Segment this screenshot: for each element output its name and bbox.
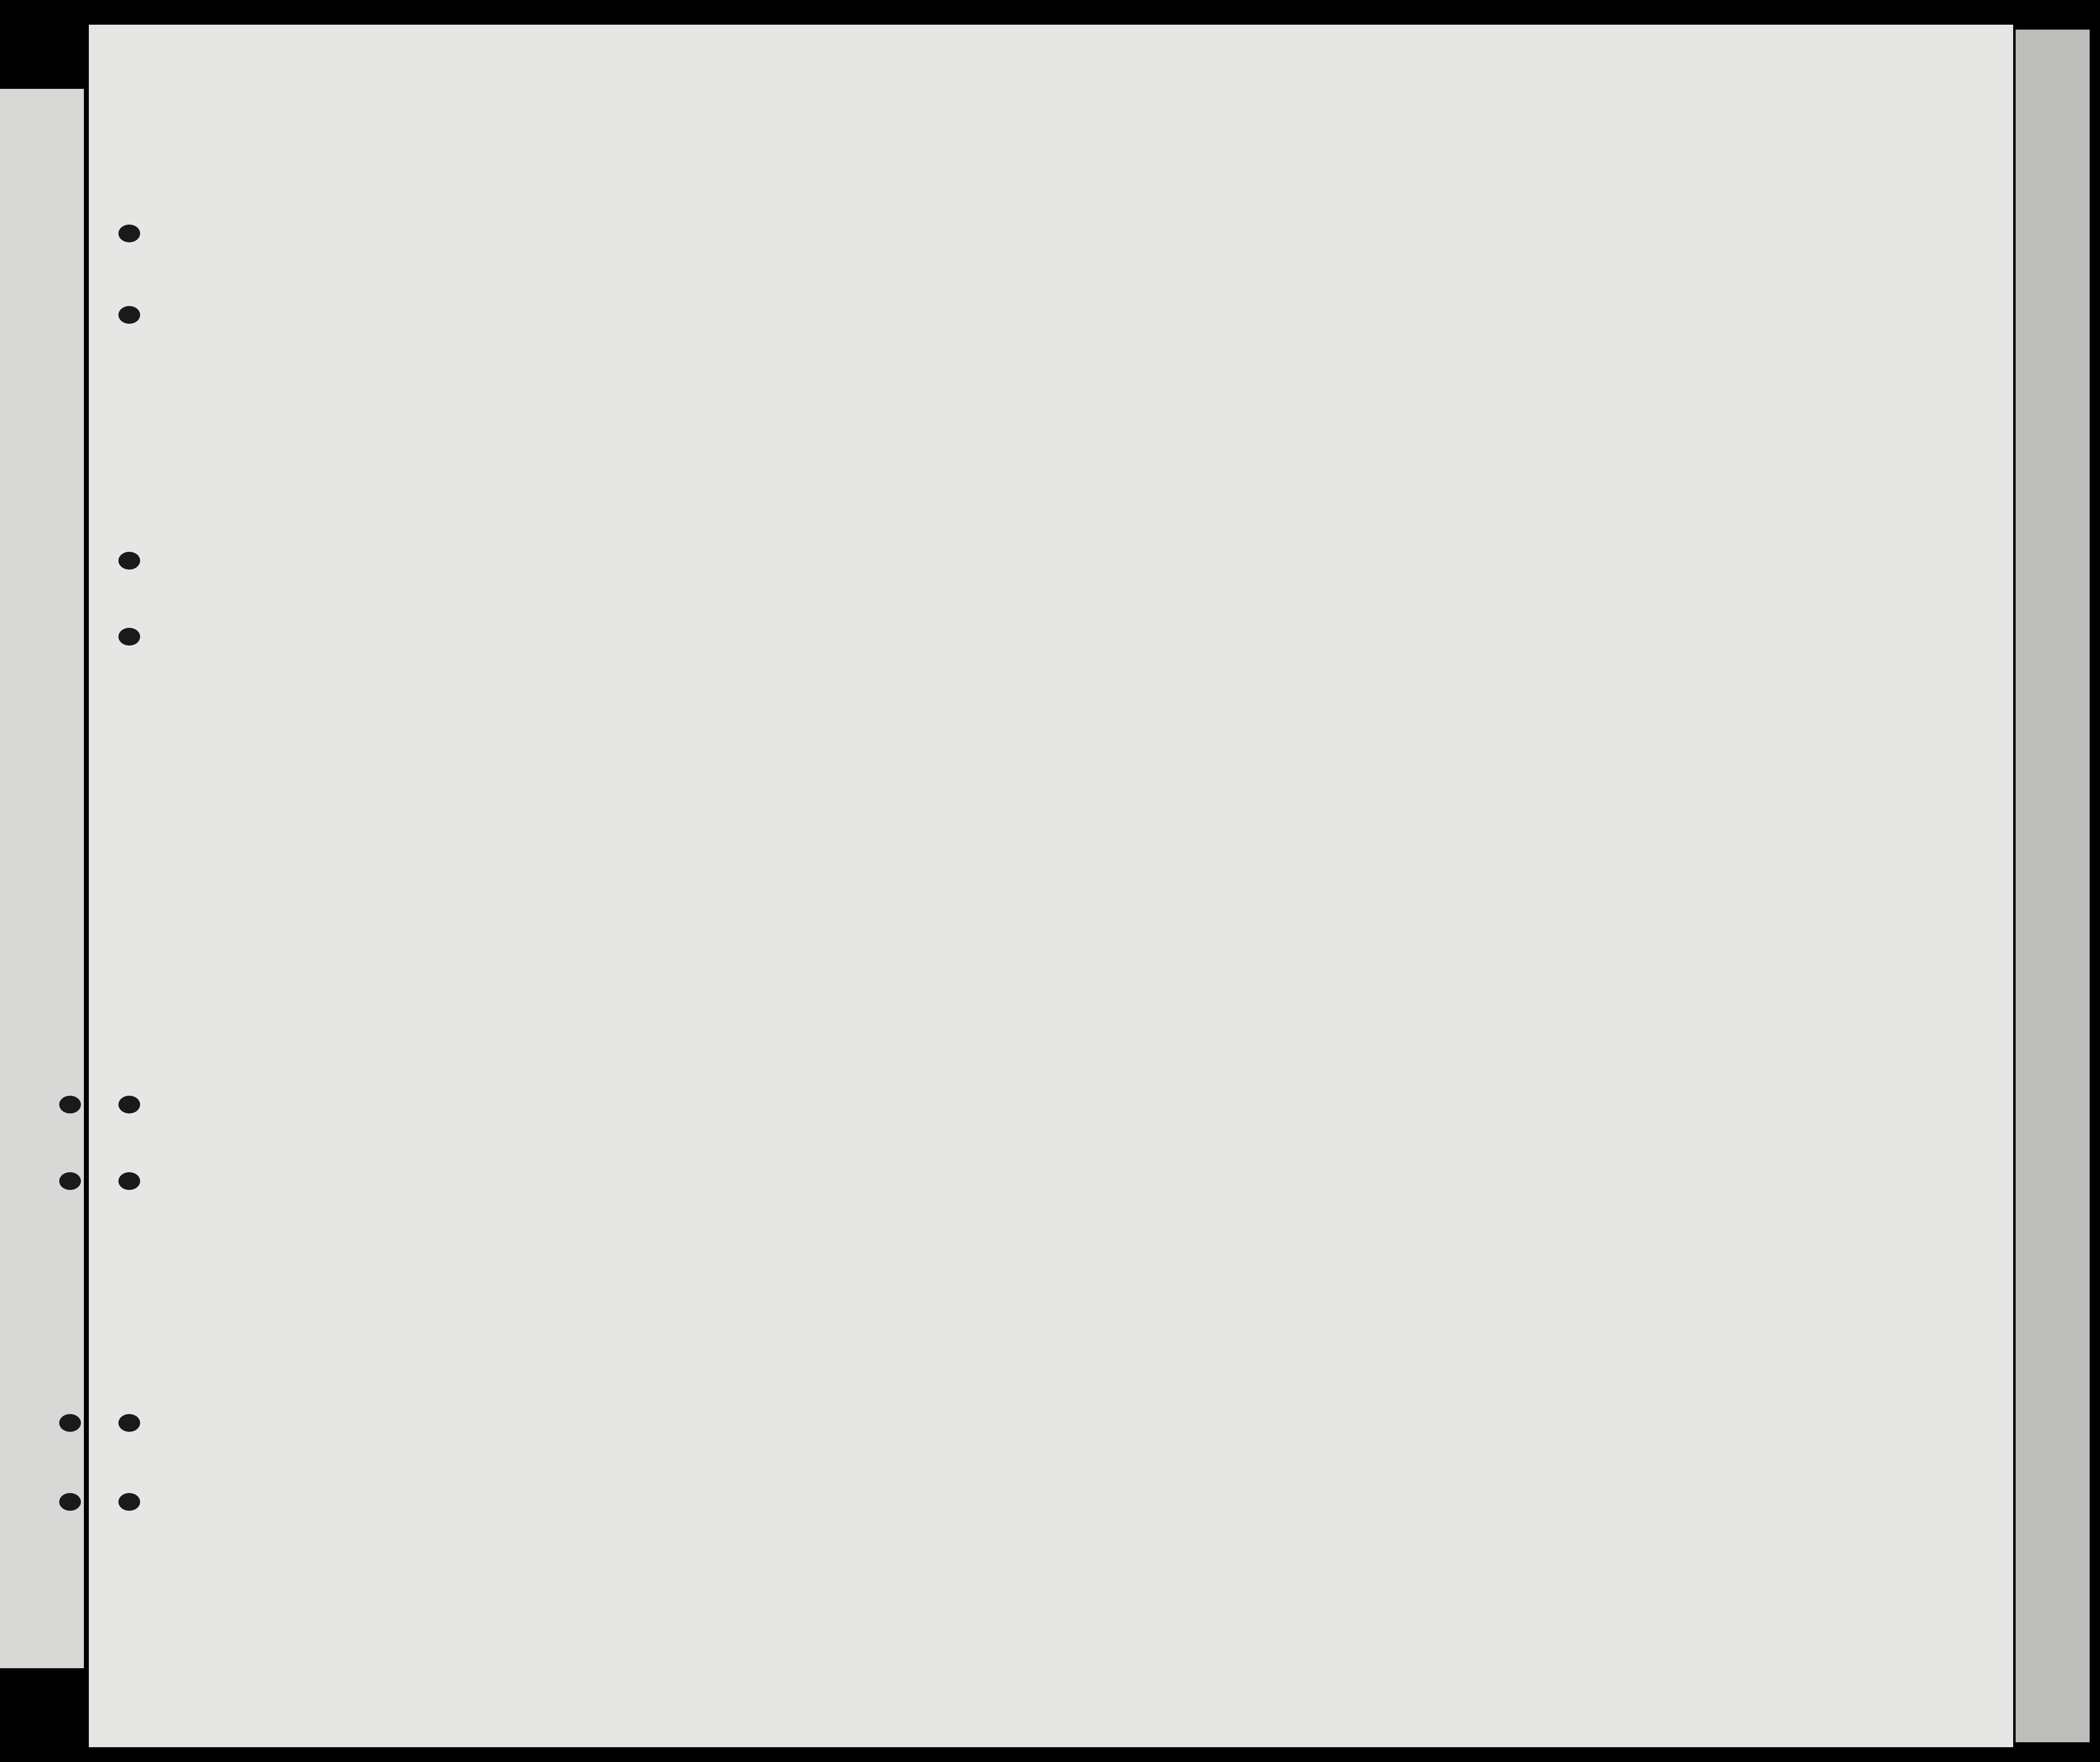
binder-hole <box>118 306 140 324</box>
binder-hole <box>118 1172 140 1190</box>
binder-hole <box>118 1414 140 1432</box>
binder-hole-left-page <box>59 1096 81 1113</box>
binder-hole-left-page <box>59 1493 81 1511</box>
binder-hole <box>118 552 140 570</box>
binder-hole <box>118 628 140 646</box>
binder-hole <box>118 1096 140 1113</box>
binder-hole-left-page <box>59 1172 81 1190</box>
binder-hole-left-page <box>59 1414 81 1432</box>
binder-hole <box>118 225 140 242</box>
binder-hole <box>118 1493 140 1511</box>
